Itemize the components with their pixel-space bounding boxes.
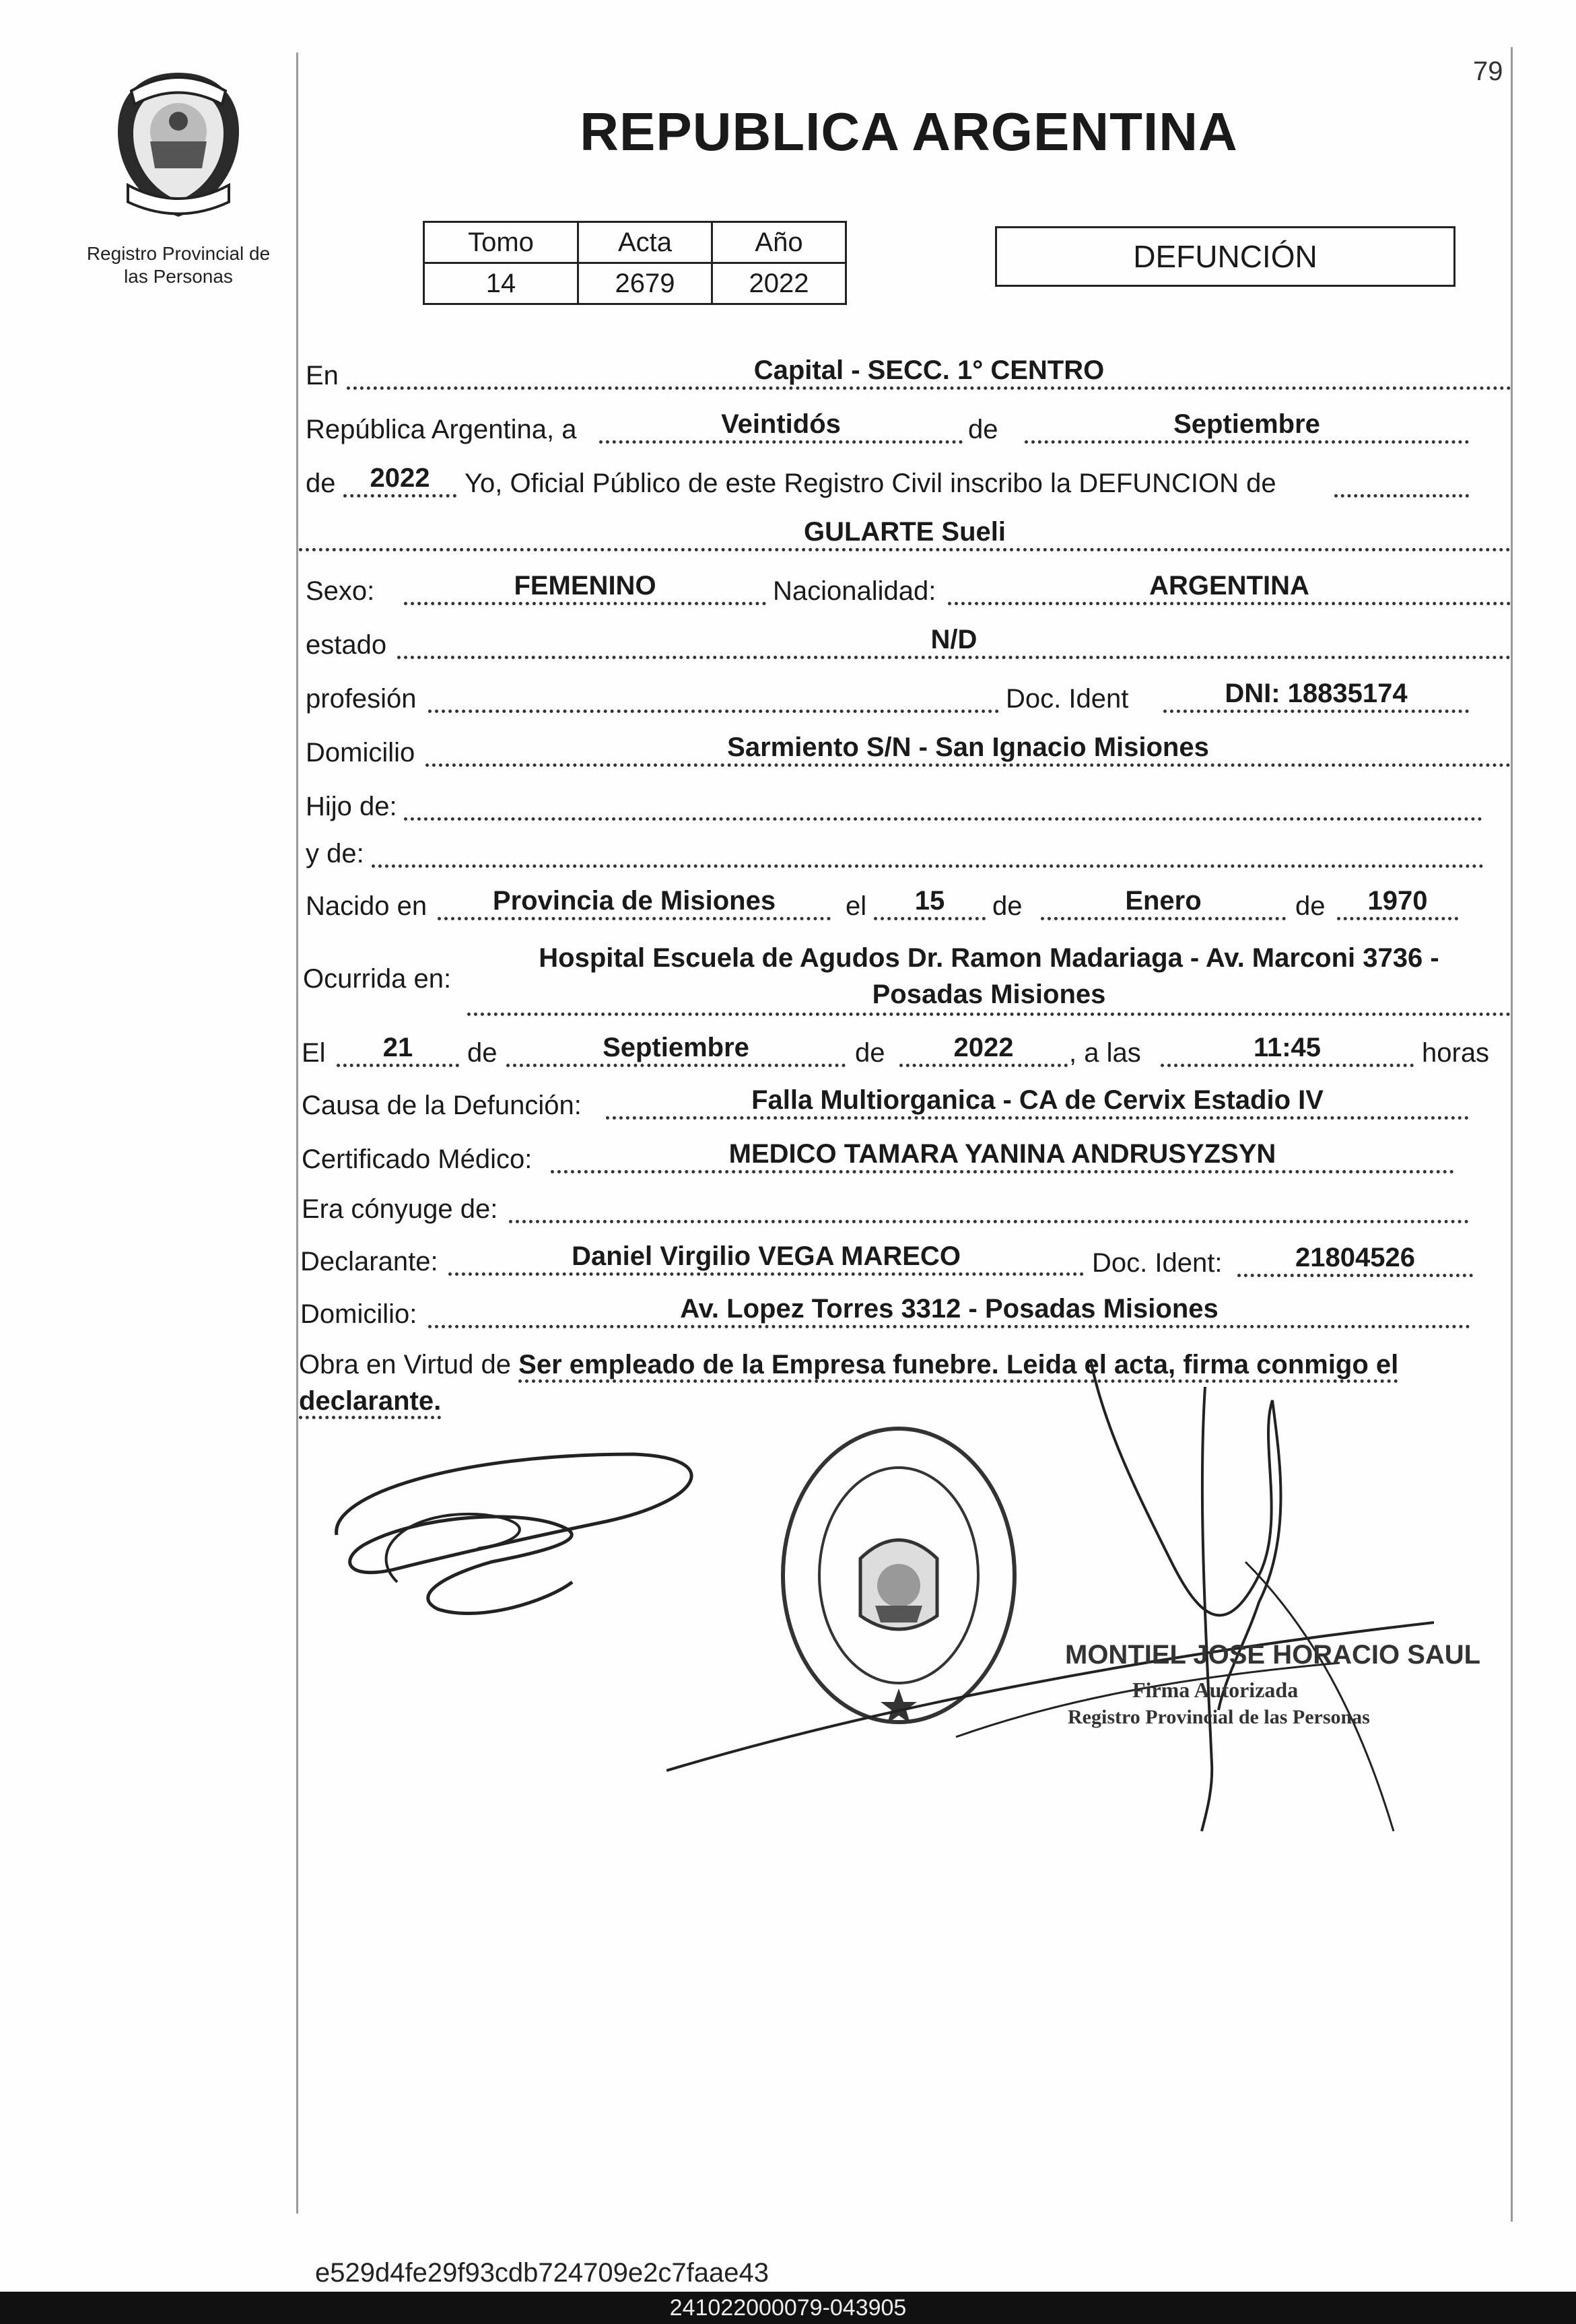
field-ocurrida xyxy=(467,940,1511,1016)
field-hora: 11:45 xyxy=(1161,1031,1414,1067)
field-nacido-en: Provincia de Misiones xyxy=(438,885,831,920)
signature-block-org: Registro Provincial de las Personas xyxy=(1068,1706,1370,1728)
field-conyuge xyxy=(509,1188,1469,1223)
label-obra: Obra en Virtud de xyxy=(299,1350,512,1379)
registry-label xyxy=(67,242,289,288)
label-nacionalidad: Nacionalidad: xyxy=(773,576,936,606)
tomo-value: 14 xyxy=(424,263,578,304)
label-de-4: de xyxy=(1295,891,1326,921)
ano-value: 2022 xyxy=(712,263,846,304)
field-lugar: Capital - SECC. 1° CENTRO xyxy=(347,354,1511,390)
label-de-1: de xyxy=(968,415,998,444)
record-type-box: DEFUNCIÓN xyxy=(995,226,1455,287)
label-profesion: profesión xyxy=(306,684,417,714)
field-doc: DNI: 18835174 xyxy=(1163,677,1469,713)
label-declarante: Declarante: xyxy=(300,1247,438,1276)
field-declarante-doc: 21804526 xyxy=(1237,1241,1473,1277)
field-sexo: FEMENINO xyxy=(404,570,766,605)
barcode-strip: 241022000079-043905 xyxy=(0,2292,1576,2324)
label-horas: horas xyxy=(1422,1038,1490,1068)
label-causa: Causa de la Defunción: xyxy=(302,1091,582,1120)
field-domicilio: Sarmiento S/N - San Ignacio Misiones xyxy=(425,731,1511,767)
label-certificado: Certificado Médico: xyxy=(302,1144,533,1174)
label-sexo: Sexo: xyxy=(306,576,375,606)
label-el: el xyxy=(846,891,867,921)
field-fall-ano: 2022 xyxy=(899,1031,1068,1067)
field-mes: Septiembre xyxy=(1025,408,1469,444)
label-de-5: de xyxy=(467,1038,498,1068)
label-el-cap: El xyxy=(302,1038,326,1068)
official-signature-icon xyxy=(666,1360,1434,1845)
left-margin-line xyxy=(296,53,298,2214)
label-nacido-en: Nacido en xyxy=(306,891,427,921)
field-fall-mes: Septiembre xyxy=(506,1031,846,1067)
label-ocurrida-en: Ocurrida en: xyxy=(303,964,452,994)
field-nac-ano: 1970 xyxy=(1337,885,1458,920)
record-table xyxy=(423,221,847,305)
field-nac-mes: Enero xyxy=(1041,885,1286,920)
field-certificado: MEDICO TAMARA YANINA ANDRUSYZSYN xyxy=(551,1138,1454,1173)
signature-block-role: Firma Autorizada xyxy=(1132,1678,1299,1702)
label-de-6: de xyxy=(855,1038,885,1068)
label-doc-ident-2: Doc. Ident: xyxy=(1092,1248,1223,1278)
document-hash: e529d4fe29f93cdb724709e2c7faae43 xyxy=(315,2258,769,2288)
field-declarante-domicilio: Av. Lopez Torres 3312 - Posadas Misiones xyxy=(428,1293,1470,1328)
field-ocurrida-line1: Hospital Escuela de Agudos Dr. Ramon Madariaga - Av. Marconi 3736 - xyxy=(539,943,1439,973)
label-de-2: de xyxy=(306,469,336,498)
acta-label: Acta xyxy=(578,222,712,263)
registry-label-line2: las Personas xyxy=(124,266,233,287)
label-yo: Yo, Oficial Público de este Registro Civil inscribo la DEFUNCION de xyxy=(465,469,1276,498)
field-hijo-de xyxy=(404,785,1482,821)
field-causa: Falla Multiorganica - CA de Cervix Estadio IV xyxy=(606,1084,1469,1120)
label-republica: República Argentina, a xyxy=(306,415,577,444)
field-y-de xyxy=(372,832,1484,868)
label-hijo-de: Hijo de: xyxy=(306,792,397,821)
page-title: REPUBLICA ARGENTINA xyxy=(580,102,1238,162)
label-y-de: y de: xyxy=(306,839,364,868)
label-domicilio-2: Domicilio: xyxy=(300,1299,417,1329)
province-emblem-icon xyxy=(101,67,256,222)
field-nac-dia: 15 xyxy=(874,885,986,920)
field-ano: 2022 xyxy=(343,462,456,498)
label-domicilio: Domicilio xyxy=(306,738,415,767)
field-blank-yo xyxy=(1334,462,1469,498)
field-profesion xyxy=(428,677,999,713)
acta-value: 2679 xyxy=(578,263,712,304)
field-estado: N/D xyxy=(397,623,1511,659)
field-ocurrida-line2: Posadas Misiones xyxy=(872,980,1106,1009)
label-a-las: , a las xyxy=(1069,1038,1141,1068)
field-nacionalidad: ARGENTINA xyxy=(948,570,1511,605)
page-number: 79 xyxy=(1473,57,1503,86)
label-en: En xyxy=(306,361,339,390)
label-conyuge: Era cónyuge de: xyxy=(302,1194,498,1224)
tomo-label: Tomo xyxy=(424,222,578,263)
ano-label: Año xyxy=(712,222,846,263)
label-estado: estado xyxy=(306,630,387,660)
label-doc-ident: Doc. Ident xyxy=(1006,684,1129,714)
field-dia-texto: Veintidós xyxy=(599,408,963,444)
signature-block-name: MONTIEL JOSE HORACIO SAUL xyxy=(1065,1640,1481,1670)
label-de-3: de xyxy=(992,891,1023,921)
registry-label-line1: Registro Provincial de xyxy=(86,243,271,264)
field-obra: Ser empleado de la Empresa funebre. Leida el acta, firma conmigo el declarante. xyxy=(299,1350,1398,1419)
field-nombre: GULARTE Sueli xyxy=(299,516,1511,551)
field-declarante: Daniel Virgilio VEGA MARECO xyxy=(448,1240,1084,1276)
field-fall-dia: 21 xyxy=(337,1031,459,1067)
